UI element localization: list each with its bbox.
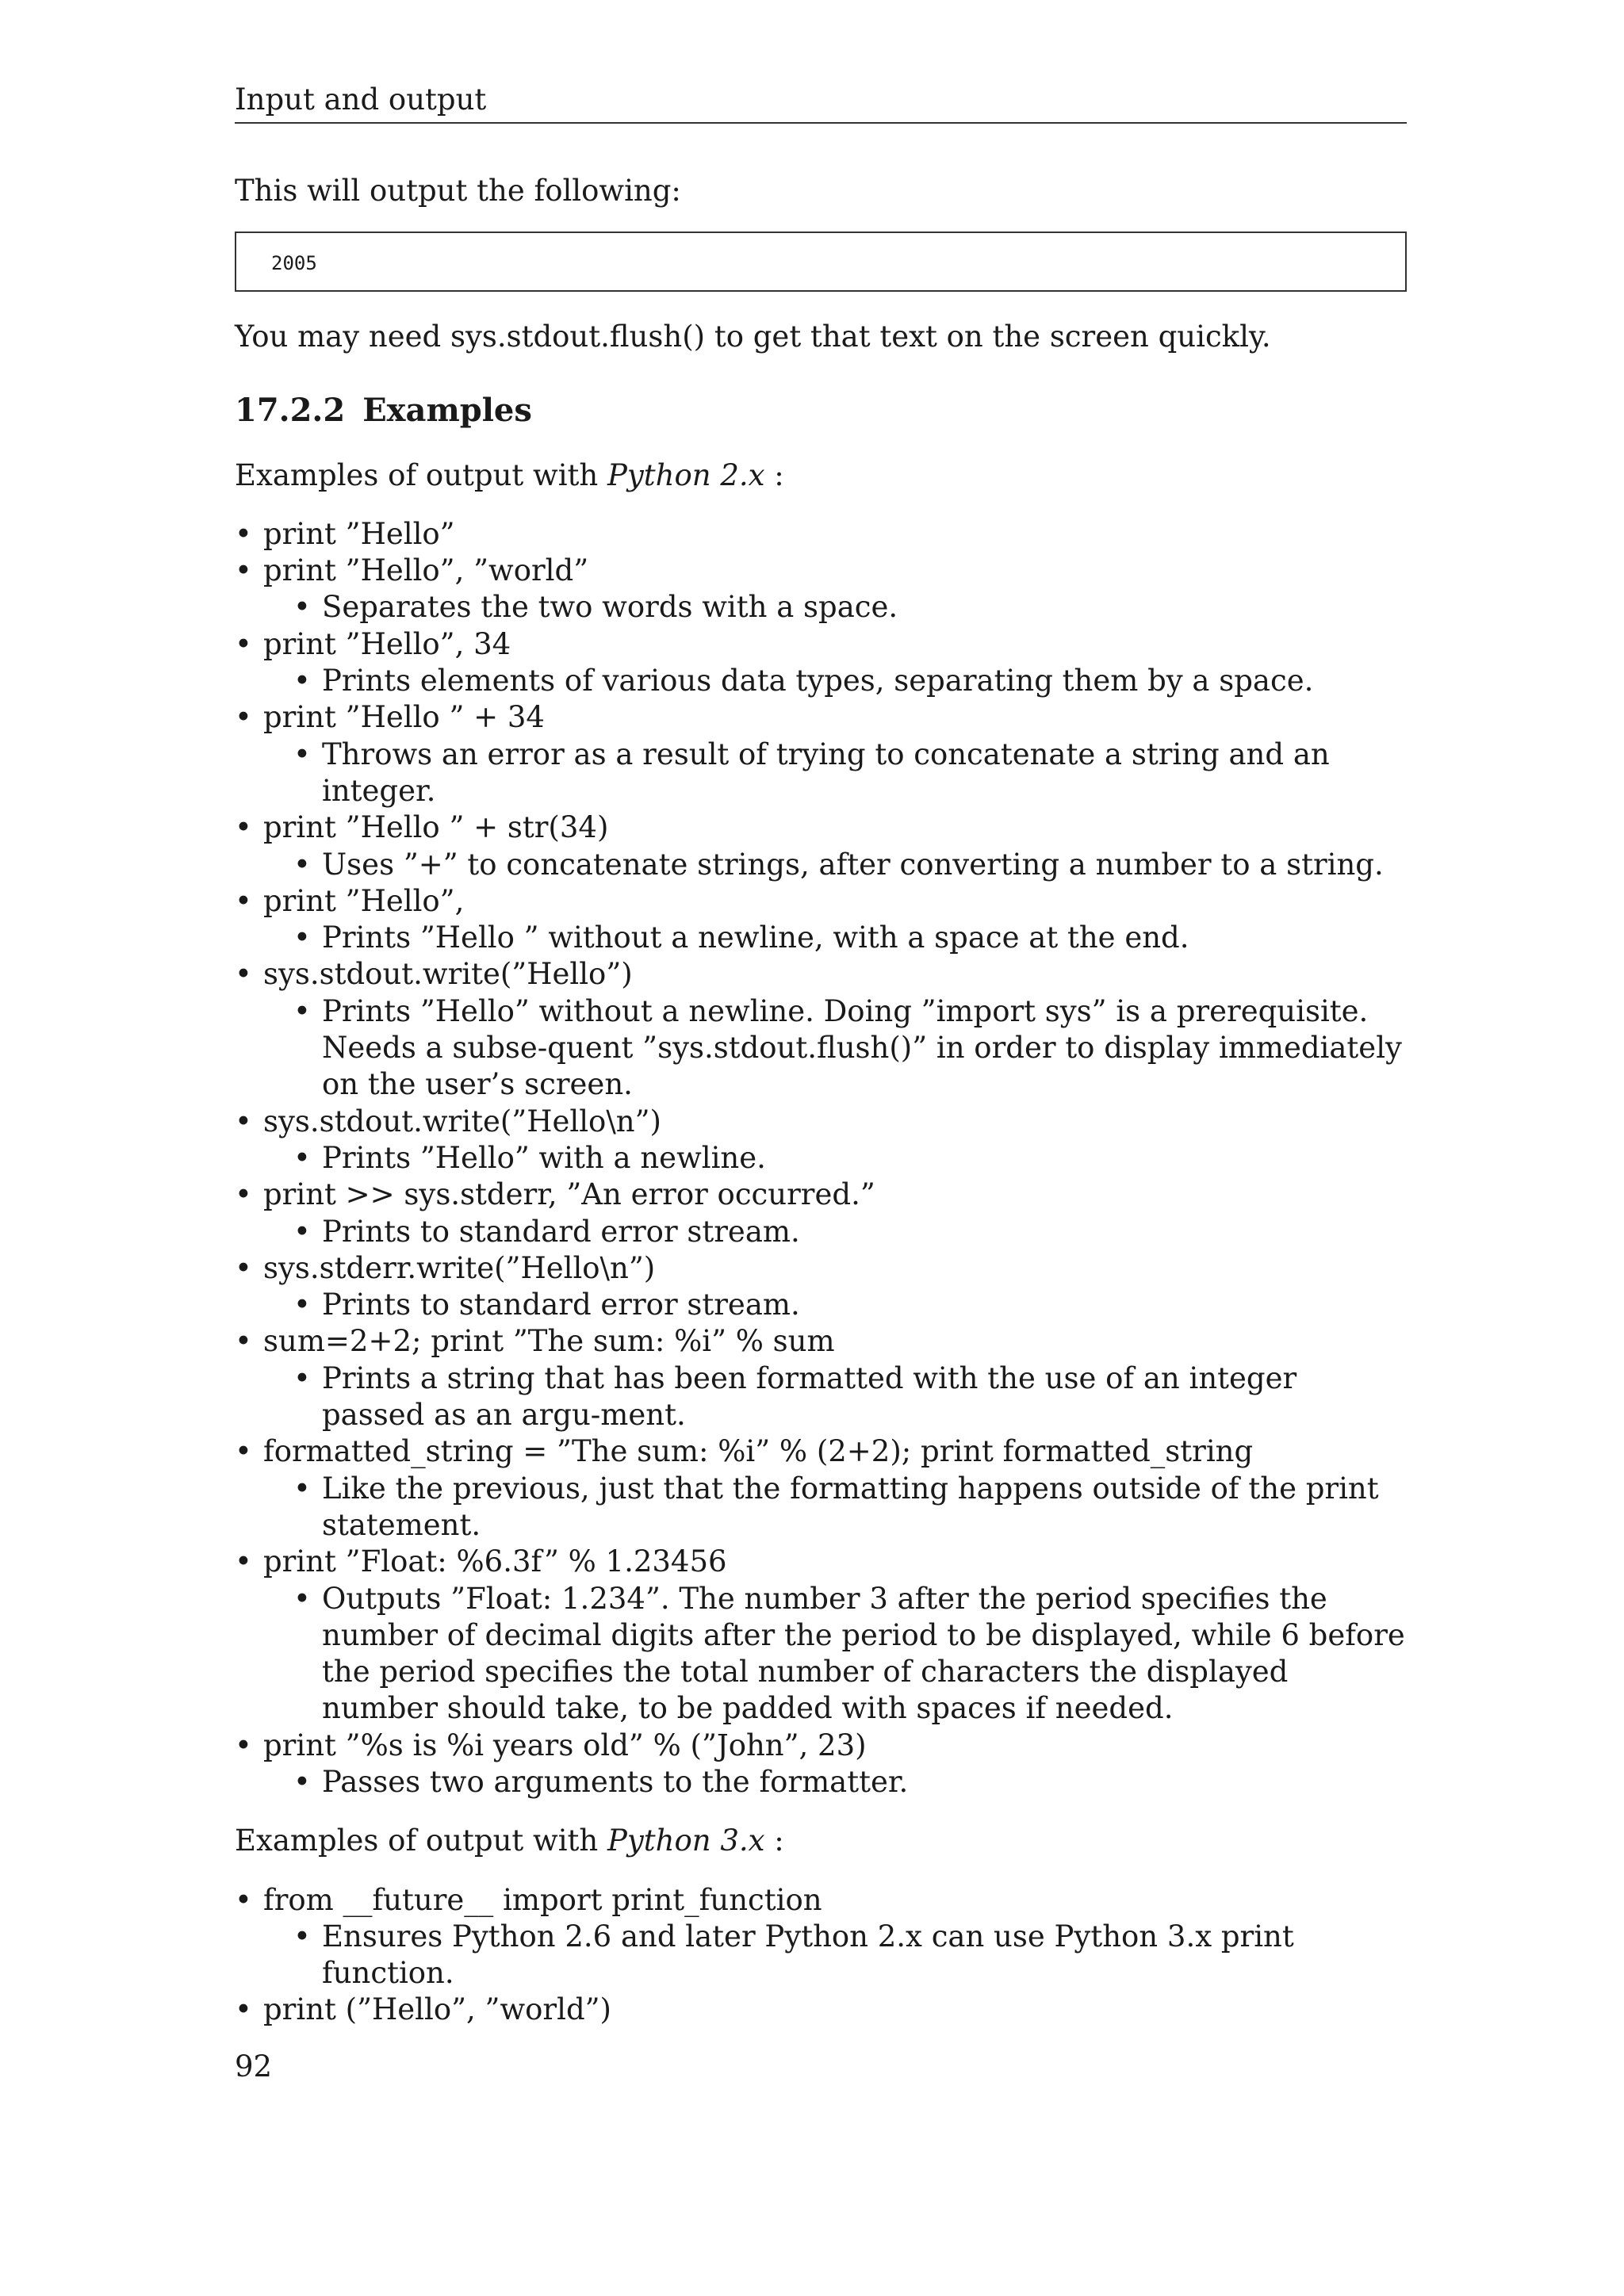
bullet-icon: • xyxy=(235,957,252,992)
example-note-text: Like the previous, just that the formatting happens outside of the print statement. xyxy=(322,1471,1379,1542)
bullet-icon: • xyxy=(235,1324,252,1359)
example-note-text: Prints elements of various data types, separating them by a space. xyxy=(322,664,1314,698)
py2-example-list xyxy=(235,516,1407,1800)
bullet-icon: • xyxy=(293,993,311,1028)
example-item xyxy=(235,516,1407,553)
example-item xyxy=(235,626,1407,700)
example-code: print ”Hello”, 34 xyxy=(263,626,511,661)
example-code: print ”%s is %i years old” % (”John”, 23) xyxy=(263,1728,867,1762)
section-number: 17.2.2 xyxy=(235,391,346,429)
py3-intro-prefix: Examples of output with xyxy=(235,1823,607,1858)
example-note-text: Prints to standard error stream. xyxy=(322,1214,800,1249)
example-code: from __future__ import print_function xyxy=(263,1882,822,1917)
example-code: sys.stdout.write(”Hello”) xyxy=(263,957,633,992)
example-item xyxy=(235,1433,1407,1544)
py2-intro-suffix: : xyxy=(764,457,784,492)
flush-note-paragraph: You may need sys.stdout.flush() to get that text on the screen quickly. xyxy=(235,320,1271,354)
example-note-list xyxy=(263,847,1407,883)
bullet-icon: • xyxy=(235,626,252,661)
example-item xyxy=(235,1544,1407,1727)
bullet-icon: • xyxy=(235,1434,252,1469)
bullet-icon: • xyxy=(235,883,252,918)
example-code: print (”Hello”, ”world”) xyxy=(263,1992,611,2027)
bullet-icon: • xyxy=(293,1919,311,1954)
bullet-icon: • xyxy=(235,516,252,551)
example-note xyxy=(263,663,1407,699)
bullet-icon: • xyxy=(293,590,311,625)
code-output-text: 2005 xyxy=(271,252,317,275)
example-note xyxy=(263,1360,1407,1434)
example-note-list xyxy=(263,1140,1407,1177)
bullet-icon: • xyxy=(293,920,311,955)
example-item xyxy=(235,1882,1407,1992)
page-content xyxy=(235,173,1407,2051)
bullet-icon: • xyxy=(235,810,252,845)
example-note-list xyxy=(263,1581,1407,1728)
example-note-list xyxy=(263,1764,1407,1800)
py3-version: Python 3.x xyxy=(607,1823,765,1858)
example-code: sys.stdout.write(”Hello\n”) xyxy=(263,1104,661,1138)
output-intro-paragraph: This will output the following: xyxy=(235,174,681,208)
example-note-list xyxy=(263,1919,1407,1992)
example-note xyxy=(263,1214,1407,1250)
example-note xyxy=(263,589,1407,626)
example-item xyxy=(235,956,1407,1103)
bullet-icon: • xyxy=(235,1728,252,1762)
example-code: sys.stderr.write(”Hello\n”) xyxy=(263,1250,656,1285)
example-note-text: Uses ”+” to concatenate strings, after converting a number to a string. xyxy=(322,847,1384,882)
example-code: print ”Hello ” + str(34) xyxy=(263,810,609,845)
example-item xyxy=(235,1104,1407,1177)
example-note-list xyxy=(263,737,1407,810)
bullet-icon: • xyxy=(293,1140,311,1175)
example-code: formatted_string = ”The sum: %i” % (2+2); print formatted_string xyxy=(263,1434,1254,1469)
example-note xyxy=(263,1140,1407,1177)
example-item xyxy=(235,1728,1407,1801)
bullet-icon: • xyxy=(293,1764,311,1799)
bullet-icon: • xyxy=(293,1471,311,1506)
example-item xyxy=(235,553,1407,626)
example-note-list xyxy=(263,1287,1407,1323)
example-note xyxy=(263,847,1407,883)
section-heading xyxy=(235,391,1407,430)
example-note-text: Ensures Python 2.6 and later Python 2.x can use Python 3.x print function. xyxy=(322,1919,1294,1991)
example-code: print ”Float: %6.3f” % 1.23456 xyxy=(263,1544,727,1579)
example-item xyxy=(235,809,1407,883)
bullet-icon: • xyxy=(235,1177,252,1212)
bullet-icon: • xyxy=(293,664,311,698)
bullet-icon: • xyxy=(293,1360,311,1395)
example-note xyxy=(263,1581,1407,1728)
example-note-list xyxy=(263,1360,1407,1434)
example-item xyxy=(235,1177,1407,1250)
bullet-icon: • xyxy=(235,1882,252,1917)
example-note xyxy=(263,920,1407,956)
py2-intro-prefix: Examples of output with xyxy=(235,457,607,492)
bullet-icon: • xyxy=(235,1104,252,1138)
py3-intro-suffix: : xyxy=(764,1823,784,1858)
example-note-text: Outputs ”Float: 1.234”. The number 3 after the period specifies the number of decimal digits after the period to be displayed, while 6 before the period specifies the total number of characters the displayed number should take, to be padded with spaces if needed. xyxy=(322,1581,1405,1726)
example-note-text: Prints a string that has been formatted with the use of an integer passed as an argu-ment. xyxy=(322,1360,1297,1433)
example-note-text: Separates the two words with a space. xyxy=(322,590,898,625)
example-note-text: Prints ”Hello” with a newline. xyxy=(322,1140,766,1175)
bullet-icon: • xyxy=(293,1581,311,1616)
example-note xyxy=(263,1764,1407,1800)
example-note xyxy=(263,737,1407,810)
example-note-list xyxy=(263,993,1407,1104)
bullet-icon: • xyxy=(235,1544,252,1579)
example-note xyxy=(263,1471,1407,1544)
example-code: print ”Hello”, ”world” xyxy=(263,553,589,588)
example-note-text: Prints ”Hello ” without a newline, with a space at the end. xyxy=(322,920,1189,955)
code-output-box xyxy=(235,232,1407,292)
example-note-text: Passes two arguments to the formatter. xyxy=(322,1764,909,1799)
py3-example-list xyxy=(235,1882,1407,2029)
example-note-text: Throws an error as a result of trying to concatenate a string and an integer. xyxy=(322,737,1330,808)
py3-intro-paragraph xyxy=(235,1823,1407,1859)
example-code: print ”Hello ” + 34 xyxy=(263,700,545,735)
example-code: print >> sys.stderr, ”An error occurred.” xyxy=(263,1177,875,1212)
example-code: print ”Hello”, xyxy=(263,883,465,918)
py2-intro-paragraph xyxy=(235,457,1407,494)
example-note-list xyxy=(263,920,1407,956)
example-code: print ”Hello” xyxy=(263,516,455,551)
bullet-icon: • xyxy=(235,1992,252,2027)
page-number: 92 xyxy=(235,2049,273,2084)
example-note xyxy=(263,1287,1407,1323)
bullet-icon: • xyxy=(235,700,252,735)
bullet-icon: • xyxy=(293,737,311,771)
bullet-icon: • xyxy=(293,847,311,882)
example-note-list xyxy=(263,1471,1407,1544)
example-note-text: Prints to standard error stream. xyxy=(322,1288,800,1322)
section-title: Examples xyxy=(362,391,532,429)
bullet-icon: • xyxy=(235,1250,252,1285)
example-note xyxy=(263,1919,1407,1992)
example-note xyxy=(263,993,1407,1104)
example-note-text: Prints ”Hello” without a newline. Doing ”import sys” is a prerequisite. Needs a subse-quent ”sys.stdout.flush()” in order to display immediately on the user’s screen. xyxy=(322,993,1402,1102)
example-item xyxy=(235,699,1407,809)
bullet-icon: • xyxy=(235,553,252,588)
example-item xyxy=(235,883,1407,957)
running-header: Input and output xyxy=(235,82,1407,124)
example-note-list xyxy=(263,1214,1407,1250)
example-item xyxy=(235,1992,1407,2028)
example-code: sum=2+2; print ”The sum: %i” % sum xyxy=(263,1324,835,1359)
bullet-icon: • xyxy=(293,1214,311,1249)
example-item xyxy=(235,1323,1407,1433)
example-note-list xyxy=(263,663,1407,699)
bullet-icon: • xyxy=(293,1288,311,1322)
example-note-list xyxy=(263,589,1407,626)
py2-version: Python 2.x xyxy=(607,457,765,492)
example-item xyxy=(235,1250,1407,1324)
